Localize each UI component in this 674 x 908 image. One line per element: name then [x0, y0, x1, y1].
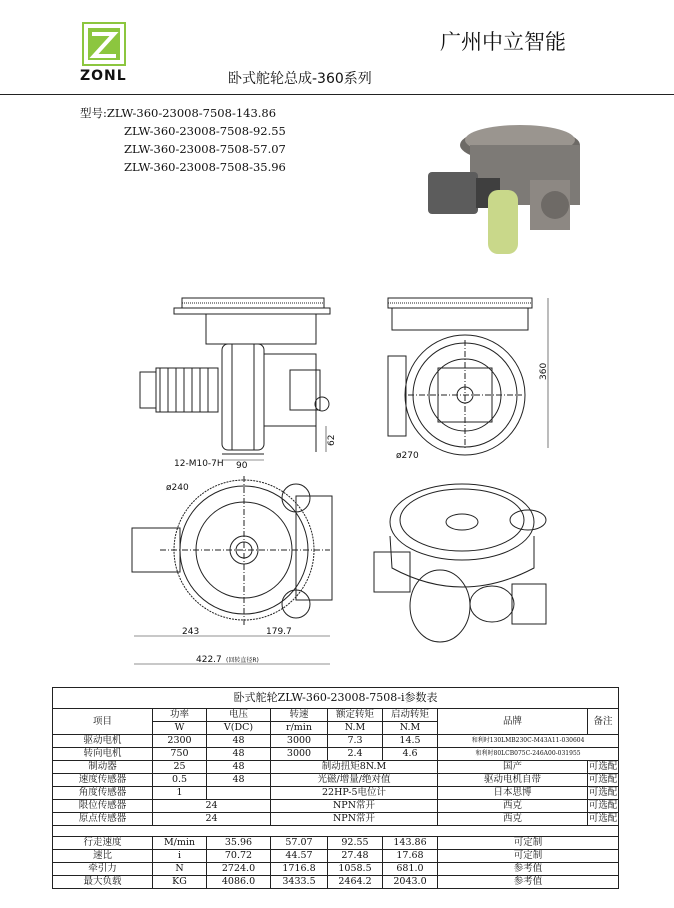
table-row — [53, 837, 619, 850]
parameter-table — [52, 687, 619, 889]
table-row — [53, 748, 619, 761]
front-view — [388, 298, 532, 455]
dim-360: 360 — [539, 362, 549, 380]
table-row — [53, 774, 619, 787]
dim-422-note: (回转直径R) — [226, 657, 259, 664]
unit-voltage: V(DC) — [207, 722, 271, 735]
cell-value: 2043.0 — [383, 876, 438, 889]
cell-note: 可定制 — [438, 837, 619, 850]
cell-power: 1 — [153, 787, 207, 800]
cell-item: 制动器 — [53, 761, 153, 774]
cell-power: 25 — [153, 761, 207, 774]
cell-voltage: 48 — [207, 774, 271, 787]
dim-270: ø270 — [396, 451, 419, 461]
cell-unit: i — [153, 850, 207, 863]
cell-spec: NPN常开 — [271, 800, 438, 813]
cell-value: 44.57 — [271, 850, 328, 863]
table-row — [53, 800, 619, 813]
cell-note: 可定制 — [438, 850, 619, 863]
header-rated-torque: 额定转矩 — [328, 709, 383, 722]
company-name: 广州中立智能 — [440, 30, 566, 54]
header-power: 功率 — [153, 709, 207, 722]
cell-brand: 西克 — [438, 800, 588, 813]
cell-unit: M/min — [153, 837, 207, 850]
cell-brand: 国产 — [438, 761, 588, 774]
cell-voltage — [207, 787, 271, 800]
cell-note: 参考值 — [438, 863, 619, 876]
cell-voltage: 24 — [153, 800, 271, 813]
cell-spec: 制动扭矩8N.M — [271, 761, 438, 774]
cell-value: 57.07 — [271, 837, 328, 850]
cell-note: 参考值 — [438, 876, 619, 889]
dim-240: ø240 — [166, 483, 189, 493]
cell-power: 0.5 — [153, 774, 207, 787]
dim-bolt: 12-M10-7H — [174, 459, 224, 469]
table-row — [53, 761, 619, 774]
cell-value: 143.86 — [383, 837, 438, 850]
cell-value: 2464.2 — [328, 876, 383, 889]
header-item: 项目 — [53, 709, 153, 735]
dim-243: 243 — [182, 627, 200, 637]
dim-179: 179.7 — [266, 627, 292, 637]
table-row — [53, 813, 619, 826]
cell-brand: 西克 — [438, 813, 588, 826]
dim-62: 62 — [327, 434, 337, 446]
cell-brand: 日本思博 — [438, 787, 588, 800]
table-row — [53, 787, 619, 800]
dim-90: 90 — [236, 461, 248, 471]
header-speed: 转速 — [271, 709, 328, 722]
cell-brand: 和利时80LCB075C-246A00-031955 — [438, 748, 619, 761]
header-divider — [0, 94, 674, 95]
cell-value: 2724.0 — [207, 863, 271, 876]
cell-item: 驱动电机 — [53, 735, 153, 748]
cell-item: 原点传感器 — [53, 813, 153, 826]
cell-item: 行走速度 — [53, 837, 153, 850]
cell-note: 可选配 — [588, 787, 618, 798]
cell-power: 2300 — [153, 735, 207, 748]
cell-item: 限位传感器 — [53, 800, 153, 813]
table-title: 卧式舵轮ZLW-360-23008-7508-i参数表 — [53, 688, 619, 709]
table-row — [53, 863, 619, 876]
cell-spec: 22HP-5电位计 — [271, 787, 438, 800]
model-item: ZLW-360-23008-7508-35.96 — [124, 160, 286, 174]
cell-value: 1716.8 — [271, 863, 328, 876]
dim-422: 422.7 — [196, 655, 222, 665]
cell-item: 角度传感器 — [53, 787, 153, 800]
cell-brand: 驱动电机自带 — [438, 774, 588, 787]
cell-item: 速比 — [53, 850, 153, 863]
cell-note: 可选配 — [588, 813, 618, 824]
cell-value: 70.72 — [207, 850, 271, 863]
unit-power: W — [153, 722, 207, 735]
cell-value: 35.96 — [207, 837, 271, 850]
document-subtitle: 卧式舵轮总成-360系列 — [228, 71, 372, 87]
cell-value: 4086.0 — [207, 876, 271, 889]
cell-power: 750 — [153, 748, 207, 761]
cell-value: 3433.5 — [271, 876, 328, 889]
model-label: 型号: — [80, 106, 107, 120]
cell-value: 681.0 — [383, 863, 438, 876]
cell-value: 1058.5 — [328, 863, 383, 876]
table-row — [53, 735, 619, 748]
unit-speed: r/min — [271, 722, 328, 735]
unit-start: N.M — [383, 722, 438, 735]
cell-value: 27.48 — [328, 850, 383, 863]
logo-text: ZONL — [80, 68, 127, 84]
cell-value: 92.55 — [328, 837, 383, 850]
zonl-logo-mark — [82, 22, 126, 66]
cell-value: 17.68 — [383, 850, 438, 863]
header-start-torque: 启动转矩 — [383, 709, 438, 722]
cell-speed: 3000 — [271, 735, 328, 748]
product-render — [428, 125, 580, 254]
cell-rated: 2.4 — [328, 748, 383, 761]
cell-item: 牵引力 — [53, 863, 153, 876]
table-row — [53, 876, 619, 889]
cell-note: 可选配 — [588, 800, 618, 811]
cell-note: 可选配 — [588, 761, 618, 772]
isometric-view — [374, 484, 546, 642]
cell-speed: 3000 — [271, 748, 328, 761]
cell-rated: 7.3 — [328, 735, 383, 748]
cell-spec: 光磁/增量/绝对值 — [271, 774, 438, 787]
cell-unit: N — [153, 863, 207, 876]
cell-spec: NPN常开 — [271, 813, 438, 826]
cell-unit: KG — [153, 876, 207, 889]
cell-start: 4.6 — [383, 748, 438, 761]
cell-start: 14.5 — [383, 735, 438, 748]
technical-drawing — [0, 115, 674, 685]
side-view — [140, 298, 330, 454]
cell-item: 转向电机 — [53, 748, 153, 761]
cell-voltage: 48 — [207, 735, 271, 748]
cell-item: 最大负载 — [53, 876, 153, 889]
header-brand: 品牌 — [438, 709, 588, 735]
unit-rated: N.M — [328, 722, 383, 735]
top-view — [132, 476, 332, 626]
cell-voltage: 48 — [207, 761, 271, 774]
cell-voltage: 24 — [153, 813, 271, 826]
cell-item: 速度传感器 — [53, 774, 153, 787]
model-item: ZLW-360-23008-7508-57.07 — [124, 142, 286, 156]
header-voltage: 电压 — [207, 709, 271, 722]
cell-voltage: 48 — [207, 748, 271, 761]
model-item: ZLW-360-23008-7508-143.86 — [106, 106, 277, 120]
cell-brand: 和利时130LMB230C-M43A11-030604 — [438, 735, 619, 748]
cell-note: 可选配 — [588, 774, 618, 785]
table-row — [53, 850, 619, 863]
header-note: 备注 — [588, 709, 619, 735]
model-item: ZLW-360-23008-7508-92.55 — [124, 124, 286, 138]
